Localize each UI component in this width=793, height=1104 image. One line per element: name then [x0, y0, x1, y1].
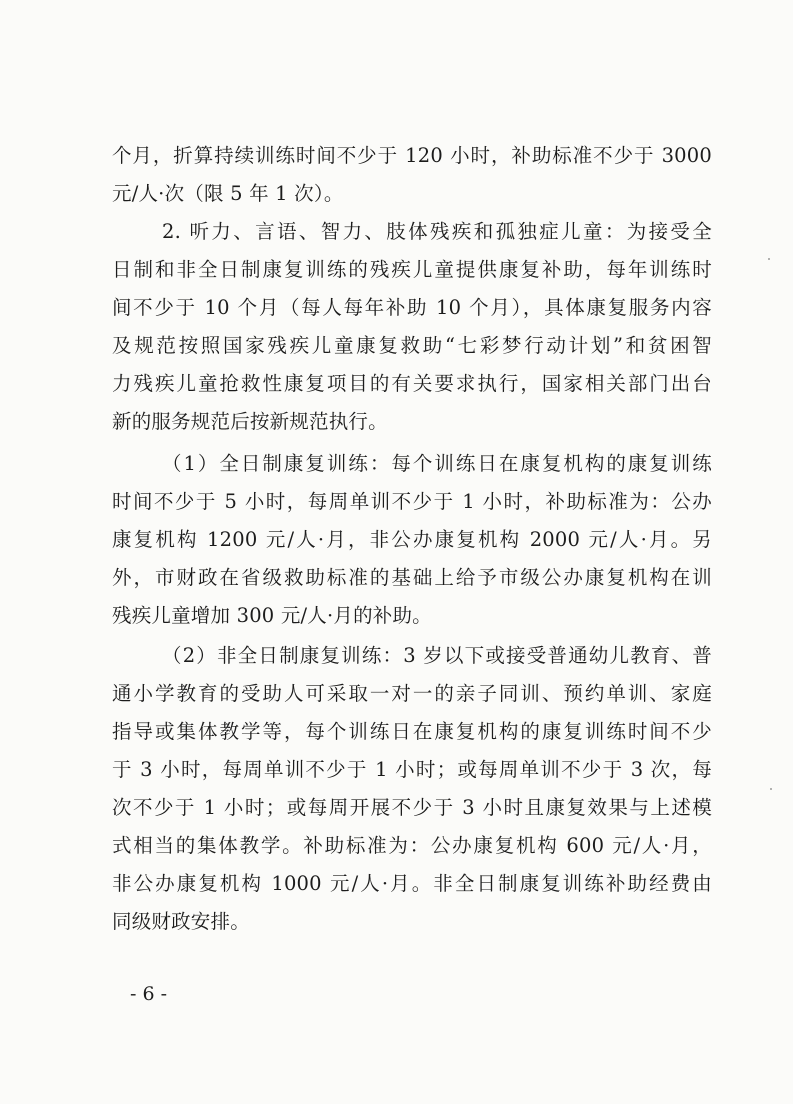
page-number: - 6 -	[130, 983, 168, 1005]
text-line: 个月，折算持续训练时间不少于 120 小时，补助标准不少于 3000	[112, 144, 712, 167]
scan-speck	[768, 258, 770, 260]
text-line: 残疾儿童增加 300 元/人·月的补助。	[112, 604, 432, 627]
text-line: 式相当的集体教学。补助标准为：公办康复机构 600 元/人·月，	[112, 834, 712, 857]
text-line: 指导或集体教学等，每个训练日在康复机构的康复训练时间不少	[112, 720, 712, 743]
text-line: 同级财政安排。	[112, 910, 250, 933]
paragraph-heading-line: （1）全日制康复训练：每个训练日在康复机构的康复训练	[162, 452, 712, 475]
text-line: 新的服务规范后按新规范执行。	[112, 410, 388, 433]
text-line: 力残疾儿童抢救性康复项目的有关要求执行，国家相关部门出台	[112, 372, 712, 395]
text-line: 外，市财政在省级救助标准的基础上给予市级公办康复机构在训	[112, 566, 712, 589]
text-line: 非公办康复机构 1000 元/人·月。非全日制康复训练补助经费由	[112, 872, 712, 895]
text-line: 间不少于 10 个月（每人每年补助 10 个月），具体康复服务内容	[112, 296, 712, 319]
text-line: 时间不少于 5 小时，每周单训不少于 1 小时，补助标准为：公办	[112, 490, 712, 513]
text-line: 通小学教育的受助人可采取一对一的亲子同训、预约单训、家庭	[112, 682, 712, 705]
paragraph-heading-line: （2）非全日制康复训练：3 岁以下或接受普通幼儿教育、普	[162, 644, 712, 667]
text-line: 及规范按照国家残疾儿童康复救助“七彩梦行动计划”和贫困智	[112, 334, 712, 357]
text-line: 日制和非全日制康复训练的残疾儿童提供康复补助，每年训练时	[112, 258, 712, 281]
text-line: 次不少于 1 小时；或每周开展不少于 3 小时且康复效果与上述模	[112, 796, 712, 819]
paragraph-heading-line: 2. 听力、言语、智力、肢体残疾和孤独症儿童：为接受全	[162, 220, 712, 243]
text-line: 元/人·次（限 5 年 1 次）。	[112, 182, 344, 205]
text-line: 于 3 小时，每周单训不少于 1 小时；或每周单训不少于 3 次，每	[112, 758, 712, 781]
scan-speck	[770, 788, 772, 790]
text-line: 康复机构 1200 元/人·月，非公办康复机构 2000 元/人·月。另	[112, 528, 712, 551]
